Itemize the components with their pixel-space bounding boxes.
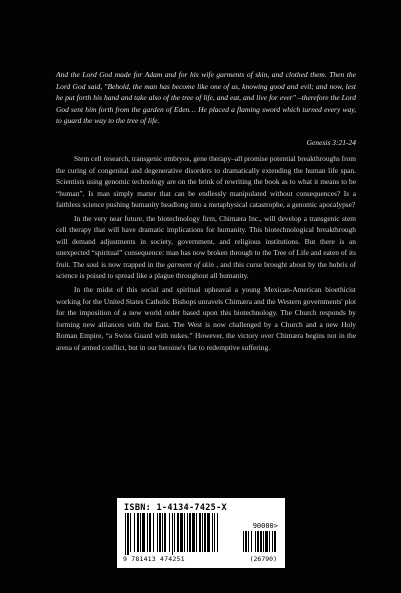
blurb-paragraph-2-text: In the very near future, the biotechnology firm, Chimæra Inc., will develop a transgenic stem cell therapy that will have dramatic implications for humanity. This biotechnological breakthrough will demand adjustments in society, government, and religious institutions. But there is an unexpected “spiritual” consequence: man has now broken through to the Tree of Life and eaten of its fruit. The soul is now trapped in the xyxy=(56,213,356,269)
epigraph-citation: Genesis 3:21-24 xyxy=(306,138,356,147)
epigraph xyxy=(56,69,356,127)
barcode-bars xyxy=(123,513,279,555)
blurb-paragraph-2 xyxy=(56,213,356,282)
barcode-digits: 9 781413 474251 xyxy=(123,555,185,563)
isbn-label: ISBN: 1-4134-7425-X xyxy=(124,503,227,513)
epigraph-text: And the Lord God made for Adam and for his wife garments of skin, and clothed them. Then the Lord God said, "Behold, the man has become like one of us, knowing good and evil; and now, lest he put forth his hand and take also of the tree of life, and eat, and live for ever" –therefore the Lord God sent him forth from the garden of Eden… He placed a flaming sword which turned every way, to guard the way to the tree of life. xyxy=(56,70,356,126)
price-code: 90000> xyxy=(252,522,278,530)
blurb-paragraph-3: In the midst of this social and spiritual upheaval a young Mexican-American bioethicist working for the United States Catholic Bishops unravels Chimæra and the Western governments' plot for the imposition of a new world order based upon this biotechnology. The Church responds by forming new alliances with the East. The West is now challenged by a Church and a new Holy Roman Empire, “a Swiss Guard with nukes.” However, the victory over Chimæra begins not in the arena of armed conflict, but in our heroine's fiat to redemptive suffering. xyxy=(56,285,356,352)
blurb-emphasis: garment of skin xyxy=(167,259,214,269)
isbn-barcode xyxy=(117,498,285,568)
blurb xyxy=(56,153,356,353)
blurb-paragraph-1: Stem cell research, transgenic embryos, gene therapy–all promise potential breakthroughs from the curing of congenital and degenerative disorders to dramatically extending the human life span. Scientists using genomic technology are on the brink of rewriting the book as to what it means to be “human”. Is man simply matter that can be endlessly manipulated without consequences? Is a faithless science pushing humanity headlong into a metaphysical catastrophe, a genomic apocalypse? xyxy=(56,154,356,210)
blurb-paragraph-2-tail: , and this curse brought about by the hubris of science is poised to spread like a plague throughout all humanity. xyxy=(56,259,357,281)
barcode-extra-digits: (26790) xyxy=(249,555,277,563)
